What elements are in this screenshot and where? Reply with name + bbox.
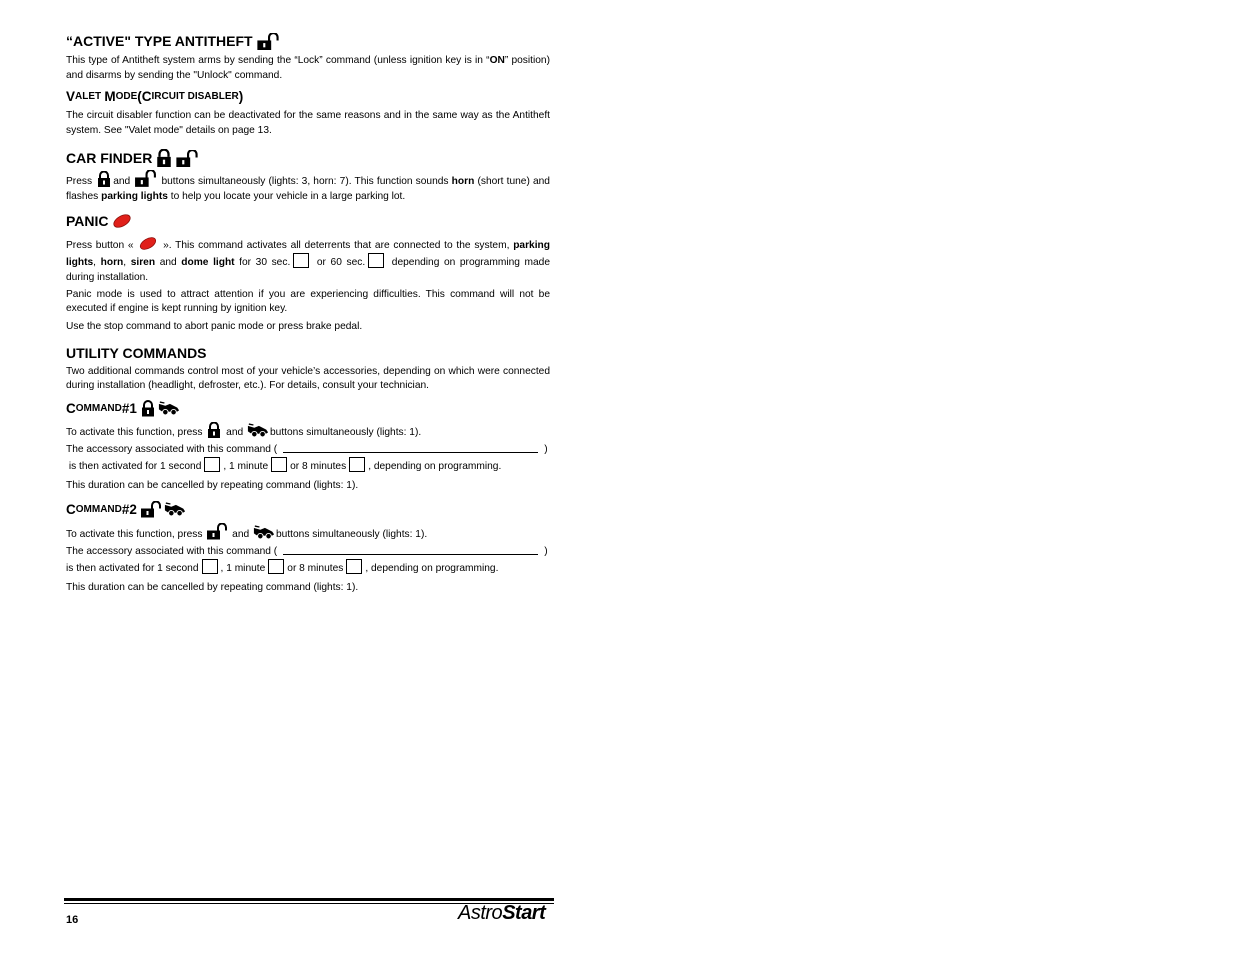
valet-title-c: C [141, 89, 152, 104]
panic-icon [112, 213, 132, 229]
checkbox-8-minutes[interactable] [349, 457, 365, 472]
panic-text [66, 236, 550, 285]
checkbox-1-second[interactable] [202, 559, 218, 574]
footer-rule-thick [64, 898, 554, 901]
lock-icon [155, 149, 173, 167]
car-icon [158, 401, 180, 416]
car-icon [164, 502, 186, 517]
panic-comma-2: , [123, 257, 127, 268]
command1-activate [66, 422, 550, 440]
panic-siren: siren [130, 257, 156, 268]
unlock-icon [206, 523, 228, 540]
command1-accessory-blank[interactable] [283, 442, 538, 453]
command1-activate-b: buttons simultaneously (lights: 1). [270, 427, 422, 438]
command2-activated: is then activated for 1 second [66, 563, 199, 574]
command1-accessory [66, 442, 550, 474]
valet-title-v: V [66, 89, 76, 104]
checkbox-1-minute[interactable] [268, 559, 284, 574]
valet-heading [66, 89, 550, 105]
utility-heading: UTILITY COMMANDS [66, 345, 207, 361]
logo-start: Start [502, 902, 546, 924]
command1-title-rest: OMMAND [75, 402, 122, 414]
command2-close: ) [544, 546, 548, 557]
command2-accessory [66, 544, 550, 576]
antitheft-on: ON [489, 55, 505, 66]
panic-dome-light: dome light [181, 257, 235, 268]
panic-para-3: Use the stop command to abort panic mode or press brake pedal. [66, 321, 363, 332]
command2-cancel: This duration can be cancelled by repeating command (lights: 1). [66, 582, 359, 593]
command2-title-rest: OMMAND [75, 503, 122, 515]
valet-title-paren: ( [137, 89, 142, 104]
checkbox-1-second[interactable] [204, 457, 220, 472]
panic-heading [66, 212, 550, 230]
panic-for-30: for 30 sec. [239, 257, 291, 268]
command2-or-8: or 8 minutes [287, 563, 344, 574]
unlock-icon [256, 33, 280, 50]
command2-accessory-blank[interactable] [283, 544, 538, 555]
car-finder-horn: horn [451, 176, 475, 187]
car-finder-press: Press [66, 176, 93, 187]
utility-text: Two additional commands control most of your vehicle’s accessories, depending on which were connected during installation (headlight, defroster, etc.). For details, consult your technician. [66, 366, 550, 391]
astrostart-logo [458, 902, 545, 925]
command2-title-num: #2 [121, 501, 137, 517]
antitheft-text [66, 53, 550, 83]
lock-icon [140, 400, 156, 417]
command2-heading [66, 501, 550, 518]
checkbox-30-sec[interactable] [293, 253, 309, 268]
command1-close: ) [544, 444, 548, 455]
panic-para-2: Panic mode is used to attract attention if you are experiencing difficulties. This command will not be executed if engine is kept running by ignition key. [66, 289, 550, 314]
checkbox-1-minute[interactable] [271, 457, 287, 472]
car-finder-and: and [113, 176, 131, 187]
panic-text-b: depending on programming made during installation. [66, 257, 550, 283]
antitheft-title: “ACTIVE" TYPE ANTITHEFT [66, 33, 253, 49]
car-icon [247, 423, 269, 438]
car-finder-heading [66, 149, 550, 167]
unlock-icon [175, 150, 199, 167]
panic-horn: horn [100, 257, 124, 268]
panic-parking-lights: parking lights [66, 240, 550, 268]
command2-title-c: C [66, 501, 76, 517]
car-finder-text-b: (short tune) and flashes [66, 176, 550, 202]
car-finder-text [66, 170, 550, 204]
page-number: 16 [66, 914, 79, 926]
panic-icon [138, 236, 158, 251]
command2-one-minute: , 1 minute [220, 563, 266, 574]
car-icon [253, 525, 275, 540]
command1-title-c: C [66, 400, 76, 416]
command2-activate-b: buttons simultaneously (lights: 1). [276, 529, 428, 540]
manual-page [66, 30, 550, 595]
valet-title-ircuit: IRCUIT DISABLER [151, 91, 239, 102]
checkbox-8-minutes[interactable] [346, 559, 362, 574]
lock-icon [206, 422, 222, 438]
command1-depending: , depending on programming. [368, 461, 502, 472]
panic-press-button: Press button « [66, 240, 134, 251]
command1-or-8: or 8 minutes [290, 461, 347, 472]
command1-cancel: This duration can be cancelled by repeating command (lights: 1). [66, 480, 359, 491]
panic-comma-1: , [93, 257, 97, 268]
panic-title: PANIC [66, 213, 109, 229]
antitheft-text-a: This type of Antitheft system arms by sending the “Lock” command (unless ignition key is in “ [66, 55, 490, 66]
command1-title-num: #1 [121, 400, 137, 416]
valet-title-ode: ODE [115, 91, 138, 102]
command1-heading [66, 400, 550, 417]
antitheft-heading [66, 32, 550, 50]
command2-activate-a: To activate this function, press [66, 529, 203, 540]
panic-or-60: or 60 sec. [316, 257, 366, 268]
command1-activate-a: To activate this function, press [66, 427, 203, 438]
logo-astro: Astro [458, 902, 503, 924]
command2-accessory-label: The accessory associated with this command ( [66, 546, 278, 557]
checkbox-60-sec[interactable] [368, 253, 384, 268]
antitheft-text-b: ” position) and disarms by sending the "Unlock" command. [66, 55, 550, 81]
lock-icon [96, 171, 112, 187]
valet-title-m: M [104, 89, 116, 104]
command1-and: and [226, 427, 244, 438]
command2-activate [66, 523, 550, 542]
valet-title-alet: ALET [75, 91, 102, 102]
command1-activated: is then activated for 1 second [68, 461, 202, 472]
valet-text: The circuit disabler function can be deactivated for the same reasons and in the same way as the Antitheft system. See "Valet mode" details on page 13. [66, 110, 550, 136]
car-finder-text-a: buttons simultaneously (lights: 3, horn: 7). This function sounds [161, 176, 449, 187]
panic-and: and [159, 257, 177, 268]
command2-depending: , depending on programming. [365, 563, 499, 574]
car-finder-title: CAR FINDER [66, 150, 153, 166]
car-finder-text-c: to help you locate your vehicle in a large parking lot. [170, 191, 406, 202]
command1-one-minute: , 1 minute [223, 461, 269, 472]
unlock-icon [140, 501, 162, 518]
panic-text-a: ». This command activates all deterrents that are connected to the system, [163, 240, 510, 251]
car-finder-parking-lights: parking lights [101, 191, 168, 202]
valet-title-close: ) [238, 89, 244, 104]
command1-accessory-label: The accessory associated with this command ( [66, 444, 278, 455]
command2-and: and [232, 529, 250, 540]
unlock-icon [134, 170, 157, 187]
